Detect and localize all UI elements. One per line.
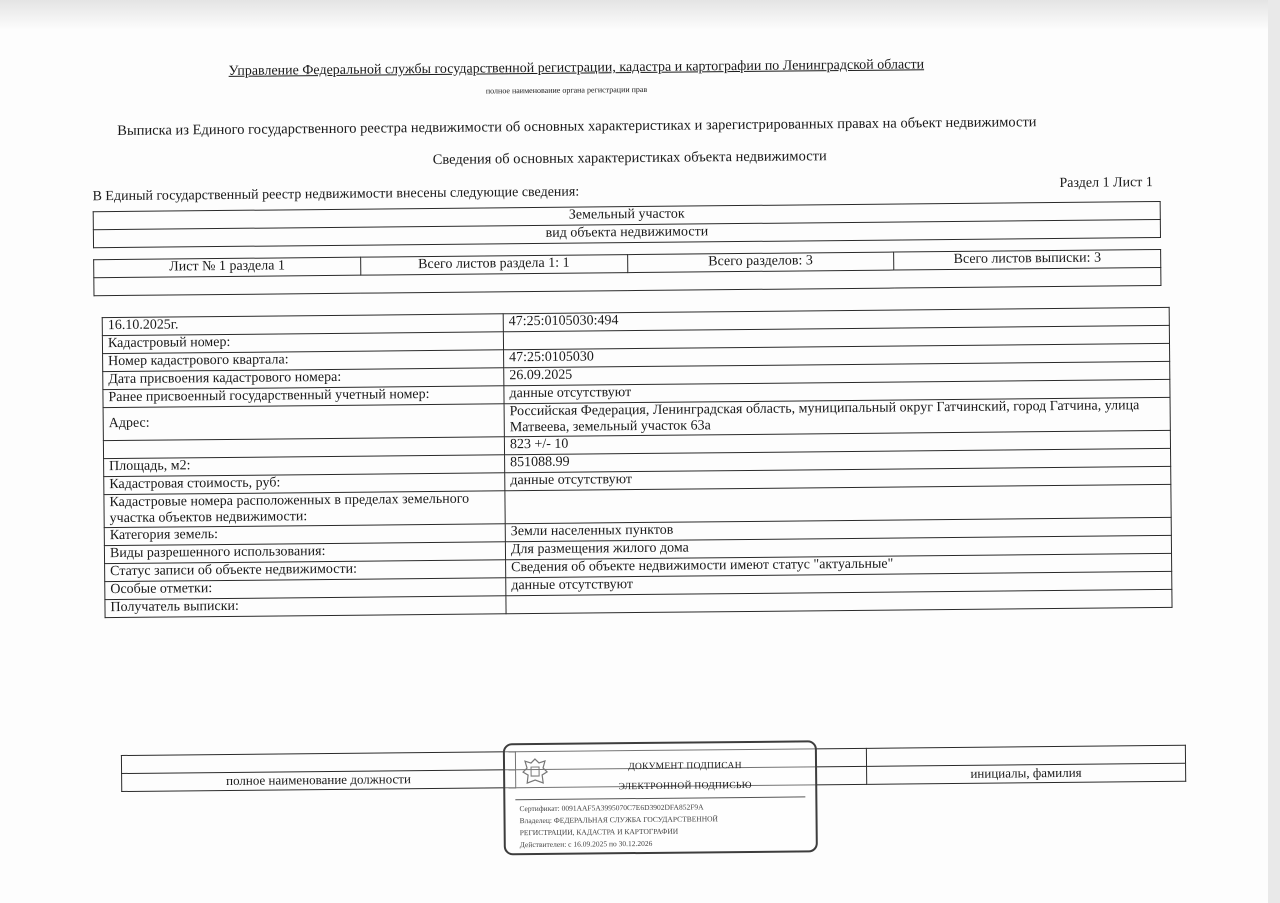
section-reference: Раздел 1 Лист 1 xyxy=(1059,175,1153,191)
cell-value: Российская Федерация, Ленинградская область, муниципальный округ Гатчинский, город Гатчина, улица Матвеева, земельный участок 63а xyxy=(504,397,1170,436)
cell-value: 851088.99 xyxy=(505,448,1171,472)
stamp-certificate: Сертификат: 0091AAF5A3995070C7E6D3902DFA852F9A xyxy=(519,802,704,814)
cell-value: данные отсутствуют xyxy=(506,571,1172,595)
cell-value: 47:25:0105030 xyxy=(504,343,1170,367)
characteristics-table xyxy=(102,307,1173,618)
object-type-caption: вид объекта недвижимости xyxy=(93,219,1160,247)
total-sections: Всего разделов: 3 xyxy=(627,252,894,273)
stamp-owner-2: РЕГИСТРАЦИИ, КАДАСТРА И КАРТОГРАФИИ xyxy=(519,826,679,838)
stamp-owner-1: Владелец: ФЕДЕРАЛЬНАЯ СЛУЖБА ГОСУДАРСТВЕННОЙ xyxy=(519,814,718,826)
cell-value: 47:25:0105030:494 xyxy=(503,307,1169,331)
cell-label: Адрес: xyxy=(103,404,504,441)
stamp-divider xyxy=(515,796,805,800)
cell-value: 823 +/- 10 xyxy=(504,430,1170,454)
cell-label: Площадь, м2: xyxy=(104,455,505,477)
authority-name: Управление Федеральной службы государственной регистрации, кадастра и картографии по Ленинградской области xyxy=(228,57,925,79)
cell-value: Сведения об объекте недвижимости имеют статус "актуальные" xyxy=(506,553,1172,577)
cell-label: Категория земель: xyxy=(104,524,505,546)
object-type: Земельный участок xyxy=(93,201,1160,229)
cell-value: данные отсутствуют xyxy=(504,379,1170,403)
object-type-box xyxy=(93,201,1161,248)
sheet-info-box xyxy=(93,249,1161,296)
total-section-sheets: Всего листов раздела 1: 1 xyxy=(360,255,627,276)
coat-of-arms-icon xyxy=(521,757,549,787)
cell-value: Для размещения жилого дома xyxy=(505,535,1171,559)
cell-label: Получатель выписки: xyxy=(105,596,506,618)
cell-value: 26.09.2025 xyxy=(504,361,1170,385)
cell-label: Дата присвоения кадастрового номера: xyxy=(103,368,504,390)
cell-label: Кадастровые номера расположенных в пределах земельного участка объектов недвижимости: xyxy=(104,491,505,528)
cell-label: Статус записи об объекте недвижимости: xyxy=(105,560,506,582)
extract-date: 16.10.2025г. xyxy=(102,314,503,336)
cell-value: Земли населенных пунктов xyxy=(505,517,1171,541)
stamp-line-1: ДОКУМЕНТ ПОДПИСАН xyxy=(628,761,742,773)
cell-label: Кадастровая стоимость, руб: xyxy=(104,473,505,495)
cell-label: Кадастровый номер: xyxy=(102,332,503,354)
stamp-validity: Действителен: с 16.09.2025 по 30.12.2026 xyxy=(519,838,653,850)
total-extract-sheets: Всего листов выписки: 3 xyxy=(894,249,1161,270)
stamp-line-2: ЭЛЕКТРОННОЙ ПОДПИСЬЮ xyxy=(618,780,752,793)
section-title: Сведения об основных характеристиках объекта недвижимости xyxy=(432,148,827,168)
cell-label: Особые отметки: xyxy=(105,578,506,600)
cell-label: Виды разрешенного использования: xyxy=(104,542,505,564)
e-signature-stamp xyxy=(503,740,818,855)
cell-label: Ранее присвоенный государственный учетный номер: xyxy=(103,386,504,408)
authority-caption: полное наименование органа регистрации прав xyxy=(485,84,648,96)
intro-text: В Единый государственный реестр недвижимости внесены следующие сведения: xyxy=(92,184,580,205)
name-caption: инициалы, фамилия xyxy=(866,763,1185,784)
sheet-number: Лист № 1 раздела 1 xyxy=(94,257,361,278)
position-caption: полное наименование должности xyxy=(122,770,516,792)
cell-label: Номер кадастрового квартала: xyxy=(103,350,504,372)
cell-value: данные отсутствуют xyxy=(505,466,1171,490)
extract-title: Выписка из Единого государственного реестра недвижимости об основных характеристиках и зарегистрированных правах на объект недвижимости xyxy=(117,114,1037,140)
